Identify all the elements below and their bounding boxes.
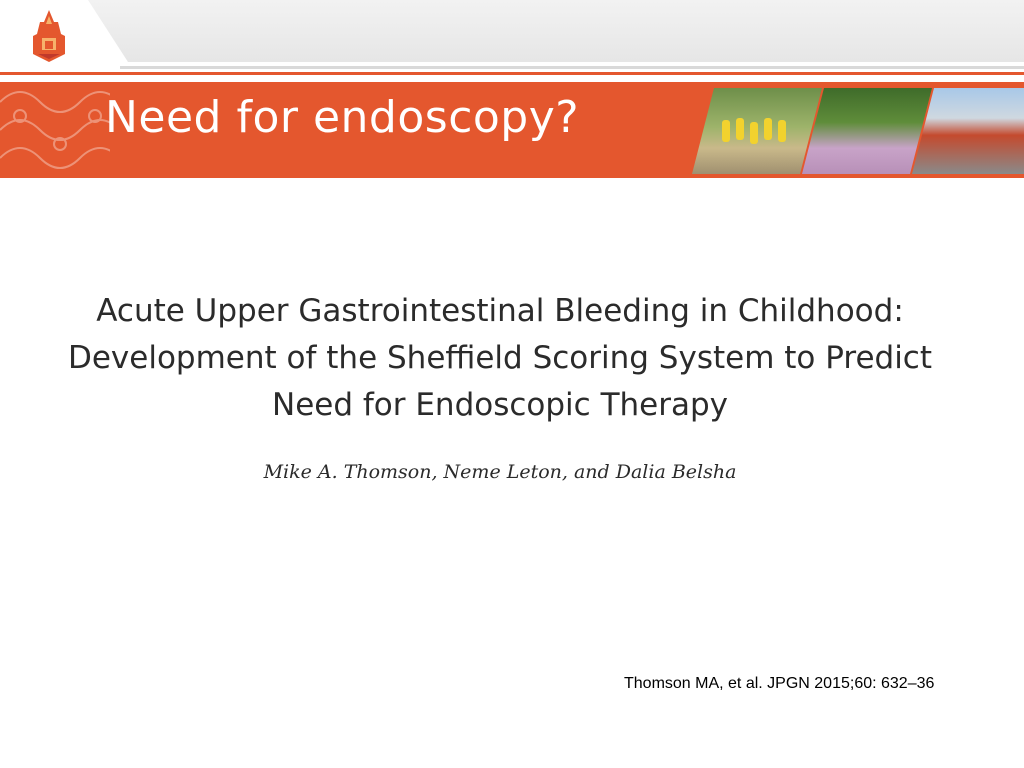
paper-title-line: Acute Upper Gastrointestinal Bleeding in Childhood: <box>96 293 904 329</box>
paper-title <box>0 288 1000 429</box>
banner-pattern <box>0 82 110 178</box>
paper-authors: Mike A. Thomson, Neme Leton, and Dalia Belsha <box>263 461 737 483</box>
citation: Thomson MA, et al. JPGN 2015;60: 632–36 <box>624 675 935 692</box>
top-strip <box>0 0 1024 70</box>
photo-runners <box>692 88 822 174</box>
header-grey-wedge <box>88 0 1024 62</box>
paper-title-line: Development of the Sheffield Scoring System to Predict <box>67 340 933 376</box>
photo-road <box>802 88 932 174</box>
slide-title: Need for endoscopy? <box>105 92 580 143</box>
paper-title-line: Need for Endoscopic Therapy <box>272 387 728 423</box>
header-grey-line <box>120 66 1024 69</box>
header-orange-line <box>0 72 1024 75</box>
photo-building <box>912 88 1024 174</box>
university-crest-icon <box>30 8 68 64</box>
banner-photos <box>692 88 1024 174</box>
